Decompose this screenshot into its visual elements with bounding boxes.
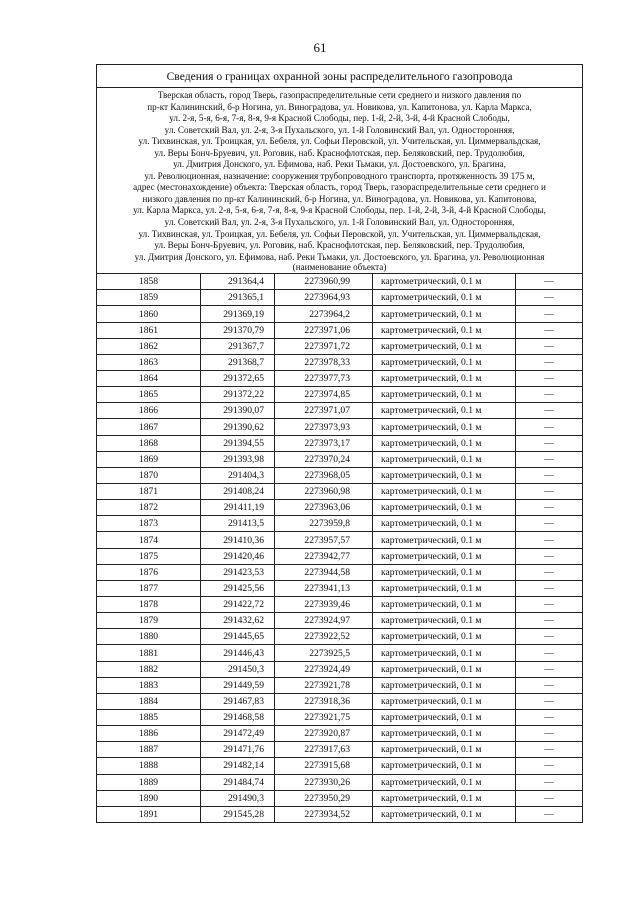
table-row: [97, 516, 583, 532]
coord-x: 291393,98: [201, 451, 275, 467]
table-row: [97, 645, 583, 661]
document-title: Сведения о границах охранной зоны распределительного газопровода: [97, 65, 583, 88]
coord-y: 2273971,07: [275, 403, 373, 419]
description-dash: —: [516, 645, 583, 661]
point-number: 1879: [97, 613, 201, 629]
table-row: [97, 306, 583, 322]
coord-y: 2273977,73: [275, 371, 373, 387]
point-number: 1889: [97, 774, 201, 790]
description-line: ул. Тихвинская, ул. Троицкая, ул. Бебеля, ул. Софьи Перовской, ул. Учительская, ул. Циммервальдская,: [138, 136, 541, 147]
coord-x: 291445,65: [201, 629, 275, 645]
description-dash: —: [516, 790, 583, 806]
point-number: 1873: [97, 516, 201, 532]
method-accuracy: картометрический, 0.1 м: [373, 564, 516, 580]
coord-x: 291425,56: [201, 580, 275, 596]
method-accuracy: картометрический, 0.1 м: [373, 290, 516, 306]
description-line: пр-кт Калининский, б-р Ногина, ул. Виноградова, ул. Новикова, ул. Капитонова, ул. Карла Маркса,: [147, 101, 532, 112]
coord-y: 2273957,57: [275, 532, 373, 548]
description-dash: —: [516, 387, 583, 403]
table-row: [97, 758, 583, 774]
description-dash: —: [516, 500, 583, 516]
coord-x: 291394,55: [201, 435, 275, 451]
method-accuracy: картометрический, 0.1 м: [373, 790, 516, 806]
method-accuracy: картометрический, 0.1 м: [373, 306, 516, 322]
description-dash: —: [516, 516, 583, 532]
coord-y: 2273925,5: [275, 645, 373, 661]
coord-x: 291484,74: [201, 774, 275, 790]
description-dash: —: [516, 629, 583, 645]
table-row: [97, 371, 583, 387]
coord-y: 2273968,05: [275, 467, 373, 483]
point-number: 1868: [97, 435, 201, 451]
coord-y: 2273971,06: [275, 322, 373, 338]
method-accuracy: картометрический, 0.1 м: [373, 597, 516, 613]
description-dash: —: [516, 806, 583, 822]
description-line: ул. Дмитрия Донского, ул. Ефимова, наб. Реки Тьмаки, ул. Достоевского, ул. Брагина, ул. Революционная: [134, 251, 545, 262]
title-row: [97, 65, 583, 88]
description-dash: —: [516, 274, 583, 290]
description-dash: —: [516, 564, 583, 580]
coord-x: 291422,72: [201, 597, 275, 613]
point-number: 1877: [97, 580, 201, 596]
table-row: [97, 597, 583, 613]
description-line: Тверская область, город Тверь, газопраспределительные сети среднего и низкого давления по: [157, 90, 522, 100]
coord-x: 291368,7: [201, 354, 275, 370]
coord-y: 2273921,78: [275, 677, 373, 693]
coord-x: 291390,07: [201, 403, 275, 419]
point-number: 1878: [97, 597, 201, 613]
description-dash: —: [516, 435, 583, 451]
coord-x: 291404,3: [201, 467, 275, 483]
coord-y: 2273963,06: [275, 500, 373, 516]
table-row: [97, 403, 583, 419]
coord-y: 2273974,85: [275, 387, 373, 403]
description-line: низкого давления по пр-кт Калининский, б-р Ногина, ул. Виноградова, ул. Новикова, ул. Капитонова,: [142, 193, 537, 204]
coord-x: 291370,79: [201, 322, 275, 338]
method-accuracy: картометрический, 0.1 м: [373, 613, 516, 629]
point-number: 1875: [97, 548, 201, 564]
method-accuracy: картометрический, 0.1 м: [373, 548, 516, 564]
method-accuracy: картометрический, 0.1 м: [373, 661, 516, 677]
point-number: 1867: [97, 419, 201, 435]
description-row: [97, 88, 583, 274]
description-dash: —: [516, 661, 583, 677]
point-number: 1860: [97, 306, 201, 322]
coord-x: 291482,14: [201, 758, 275, 774]
point-number: 1863: [97, 354, 201, 370]
coord-x: 291364,4: [201, 274, 275, 290]
coord-x: 291545,28: [201, 806, 275, 822]
description-dash: —: [516, 322, 583, 338]
point-number: 1886: [97, 726, 201, 742]
description-dash: —: [516, 710, 583, 726]
method-accuracy: картометрический, 0.1 м: [373, 354, 516, 370]
description-line: адрес (местонахождение) объекта: Тверская область, город Тверь, газораспределительные сети среднего и: [133, 182, 546, 193]
method-accuracy: картометрический, 0.1 м: [373, 322, 516, 338]
coord-y: 2273960,99: [275, 274, 373, 290]
table-row: [97, 580, 583, 596]
table-row: [97, 806, 583, 822]
coord-y: 2273950,29: [275, 790, 373, 806]
description-dash: —: [516, 467, 583, 483]
method-accuracy: картометрический, 0.1 м: [373, 274, 516, 290]
coord-y: 2273973,93: [275, 419, 373, 435]
table-row: [97, 484, 583, 500]
table-row: [97, 710, 583, 726]
method-accuracy: картометрический, 0.1 м: [373, 467, 516, 483]
description-line: ул. Революционная, назначение: сооружения трубопроводного транспорта, протяженность 39 175 м,: [144, 170, 535, 181]
coord-y: 2273930,26: [275, 774, 373, 790]
point-number: 1880: [97, 629, 201, 645]
method-accuracy: картометрический, 0.1 м: [373, 710, 516, 726]
point-number: 1882: [97, 661, 201, 677]
description-dash: —: [516, 354, 583, 370]
coord-y: 2273924,97: [275, 613, 373, 629]
coord-x: 291390,62: [201, 419, 275, 435]
coord-x: 291468,58: [201, 710, 275, 726]
point-number: 1885: [97, 710, 201, 726]
method-accuracy: картометрический, 0.1 м: [373, 435, 516, 451]
description-dash: —: [516, 742, 583, 758]
coord-y: 2273942,77: [275, 548, 373, 564]
point-number: 1874: [97, 532, 201, 548]
point-number: 1858: [97, 274, 201, 290]
table-row: [97, 532, 583, 548]
table-row: [97, 613, 583, 629]
coord-y: 2273917,63: [275, 742, 373, 758]
method-accuracy: картометрический, 0.1 м: [373, 742, 516, 758]
object-description: [97, 88, 583, 274]
coord-y: 2273934,52: [275, 806, 373, 822]
method-accuracy: картометрический, 0.1 м: [373, 645, 516, 661]
table-row: [97, 354, 583, 370]
document-sheet: [96, 64, 582, 823]
description-line: ул. Тихвинская, ул. Троицкая, ул. Бебеля, ул. Софьи Перовской, ул. Учительская, ул. Циммервальдская,: [138, 228, 541, 239]
description-dash: —: [516, 726, 583, 742]
table-row: [97, 419, 583, 435]
point-number: 1890: [97, 790, 201, 806]
coord-x: 291423,53: [201, 564, 275, 580]
method-accuracy: картометрический, 0.1 м: [373, 516, 516, 532]
point-number: 1871: [97, 484, 201, 500]
table-row: [97, 661, 583, 677]
coord-x: 291372,65: [201, 371, 275, 387]
coord-y: 2273970,24: [275, 451, 373, 467]
table-row: [97, 742, 583, 758]
coordinates-table: [96, 64, 583, 823]
method-accuracy: картометрический, 0.1 м: [373, 387, 516, 403]
point-number: 1888: [97, 758, 201, 774]
table-row: [97, 629, 583, 645]
coord-x: 291367,7: [201, 338, 275, 354]
method-accuracy: картометрический, 0.1 м: [373, 500, 516, 516]
description-line: ул. Веры Бонч-Бруевич, ул. Роговик, наб. Краснофлотская, пер. Беляковский, пер. Трудолюбия,: [154, 147, 525, 158]
point-number: 1865: [97, 387, 201, 403]
coord-x: 291432,62: [201, 613, 275, 629]
description-line: ул. Карла Маркса, ул. 2-я, 5-я, 6-я, 7-я, 8-я, 9-я Красной Слободы, пер. 1-й, 2-й, 3-й, 4-й Красной Слободы,: [133, 205, 546, 216]
description-dash: —: [516, 758, 583, 774]
table-row: [97, 274, 583, 290]
coord-x: 291472,49: [201, 726, 275, 742]
coord-y: 2273944,58: [275, 564, 373, 580]
description-line: ул. Дмитрия Донского, ул. Ефимова, наб. Реки Тьмаки, ул. Достоевского, ул. Брагина,: [173, 159, 506, 170]
coord-x: 291446,43: [201, 645, 275, 661]
point-number: 1866: [97, 403, 201, 419]
table-row: [97, 338, 583, 354]
table-row: [97, 451, 583, 467]
coord-x: 291410,36: [201, 532, 275, 548]
coord-x: 291449,59: [201, 677, 275, 693]
method-accuracy: картометрический, 0.1 м: [373, 693, 516, 709]
point-number: 1859: [97, 290, 201, 306]
coord-x: 291369,19: [201, 306, 275, 322]
method-accuracy: картометрический, 0.1 м: [373, 677, 516, 693]
point-number: 1870: [97, 467, 201, 483]
coord-x: 291372,22: [201, 387, 275, 403]
coord-x: 291490,3: [201, 790, 275, 806]
table-row: [97, 677, 583, 693]
method-accuracy: картометрический, 0.1 м: [373, 726, 516, 742]
coord-y: 2273973,17: [275, 435, 373, 451]
description-dash: —: [516, 290, 583, 306]
description-dash: —: [516, 597, 583, 613]
coord-y: 2273964,2: [275, 306, 373, 322]
description-line: ул. 2-я, 5-я, 6-я, 7-я, 8-я, 9-я Красной Слободы, пер. 1-й, 2-й, 3-й, 4-й Красной Слободы,: [169, 113, 510, 124]
description-dash: —: [516, 532, 583, 548]
description-line: ул. Советский Вал, ул. 2-я, 3-я Пухальского, ул. 1-й Головинский Вал, ул. Односторонняя,: [164, 217, 515, 228]
coord-y: 2273918,36: [275, 693, 373, 709]
table-row: [97, 726, 583, 742]
table-row: [97, 290, 583, 306]
method-accuracy: картометрический, 0.1 м: [373, 371, 516, 387]
table-row: [97, 790, 583, 806]
description-dash: —: [516, 693, 583, 709]
method-accuracy: картометрический, 0.1 м: [373, 532, 516, 548]
coord-y: 2273960,98: [275, 484, 373, 500]
point-number: 1861: [97, 322, 201, 338]
description-dash: —: [516, 613, 583, 629]
object-name-caption: (наименование объекта): [292, 263, 387, 273]
method-accuracy: картометрический, 0.1 м: [373, 580, 516, 596]
table-row: [97, 548, 583, 564]
description-dash: —: [516, 548, 583, 564]
coord-y: 2273921,75: [275, 710, 373, 726]
coord-y: 2273920,87: [275, 726, 373, 742]
method-accuracy: картометрический, 0.1 м: [373, 774, 516, 790]
coord-y: 2273971,72: [275, 338, 373, 354]
table-row: [97, 467, 583, 483]
coord-y: 2273978,33: [275, 354, 373, 370]
description-dash: —: [516, 580, 583, 596]
method-accuracy: картометрический, 0.1 м: [373, 451, 516, 467]
description-dash: —: [516, 419, 583, 435]
table-row: [97, 564, 583, 580]
point-number: 1862: [97, 338, 201, 354]
coord-x: 291420,46: [201, 548, 275, 564]
point-number: 1869: [97, 451, 201, 467]
point-number: 1884: [97, 693, 201, 709]
coord-x: 291411,19: [201, 500, 275, 516]
point-number: 1883: [97, 677, 201, 693]
description-dash: —: [516, 371, 583, 387]
description-dash: —: [516, 451, 583, 467]
description-line: ул. Советский Вал, ул. 2-я, 3-я Пухальского, ул. 1-й Головинский Вал, ул. Односторонняя,: [164, 124, 515, 135]
description-line: ул. Веры Бонч-Бруевич, ул. Роговик, наб. Краснофлотская, пер. Беляковский, пер. Трудолюбия,: [154, 240, 525, 251]
coord-y: 2273915,68: [275, 758, 373, 774]
coord-x: 291365,1: [201, 290, 275, 306]
table-row: [97, 774, 583, 790]
point-number: 1881: [97, 645, 201, 661]
method-accuracy: картометрический, 0.1 м: [373, 403, 516, 419]
coord-x: 291450,3: [201, 661, 275, 677]
table-row: [97, 500, 583, 516]
table-row: [97, 387, 583, 403]
method-accuracy: картометрический, 0.1 м: [373, 338, 516, 354]
coord-x: 291467,83: [201, 693, 275, 709]
coord-x: 291408,24: [201, 484, 275, 500]
point-number: 1864: [97, 371, 201, 387]
coord-y: 2273924,49: [275, 661, 373, 677]
description-dash: —: [516, 484, 583, 500]
coord-y: 2273964,93: [275, 290, 373, 306]
coord-x: 291413,5: [201, 516, 275, 532]
description-dash: —: [516, 774, 583, 790]
method-accuracy: картометрический, 0.1 м: [373, 806, 516, 822]
table-row: [97, 435, 583, 451]
table-row: [97, 322, 583, 338]
point-number: 1891: [97, 806, 201, 822]
description-dash: —: [516, 306, 583, 322]
coord-y: 2273941,13: [275, 580, 373, 596]
method-accuracy: картометрический, 0.1 м: [373, 758, 516, 774]
description-dash: —: [516, 677, 583, 693]
point-number: 1876: [97, 564, 201, 580]
method-accuracy: картометрический, 0.1 м: [373, 484, 516, 500]
coord-y: 2273939,46: [275, 597, 373, 613]
coord-y: 2273959,8: [275, 516, 373, 532]
description-dash: —: [516, 338, 583, 354]
point-number: 1887: [97, 742, 201, 758]
table-row: [97, 693, 583, 709]
method-accuracy: картометрический, 0.1 м: [373, 629, 516, 645]
coord-x: 291471,76: [201, 742, 275, 758]
coord-y: 2273922,52: [275, 629, 373, 645]
point-number: 1872: [97, 500, 201, 516]
method-accuracy: картометрический, 0.1 м: [373, 419, 516, 435]
page-number: 61: [313, 40, 327, 55]
description-dash: —: [516, 403, 583, 419]
